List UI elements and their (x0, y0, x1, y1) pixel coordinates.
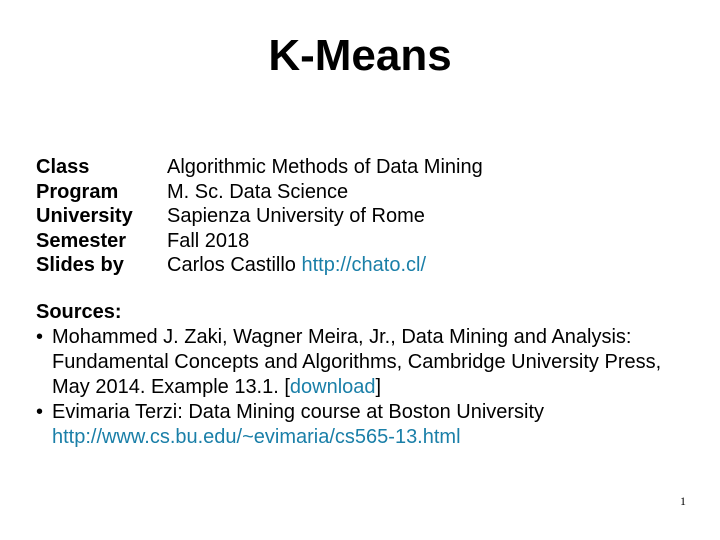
info-row-slides-by (36, 253, 483, 278)
course-info (36, 155, 483, 278)
page-number: 1 (680, 494, 686, 508)
sources-heading: Sources: (36, 301, 122, 323)
info-value: Fall 2018 (167, 229, 250, 252)
author-homepage-link[interactable]: http://chato.cl/ (301, 254, 427, 276)
info-row-semester (36, 229, 483, 254)
info-label: Semester (36, 229, 127, 252)
bullet-icon: • (36, 326, 44, 348)
info-value: Algorithmic Methods of Data Mining (167, 156, 483, 178)
source-text: Mohammed J. Zaki, Wagner Meira, Jr., Data Mining and Analysis: Fundamental Concepts and Algorithms, Cambridge University Press, May 2014. Example 13.1. [ (52, 326, 662, 398)
course-url-link[interactable]: http://www.cs.bu.edu/~evimaria/cs565-13.html (52, 426, 461, 448)
source-text: Evimaria Terzi: Data Mining course at Boston University (52, 401, 545, 423)
info-value: M. Sc. Data Science (167, 180, 349, 203)
info-label: University (36, 205, 133, 227)
author-name: Carlos Castillo (167, 254, 296, 276)
bullet-icon: • (36, 401, 44, 423)
info-row-university (36, 204, 483, 229)
info-value (167, 253, 426, 278)
info-value: Sapienza University of Rome (167, 205, 425, 227)
source-text-end: ] (375, 376, 382, 398)
list-item (36, 325, 696, 400)
info-label: Class (36, 156, 90, 178)
info-label: Program (36, 180, 119, 203)
info-row-class (36, 155, 483, 180)
info-row-program (36, 180, 483, 205)
info-label: Slides by (36, 254, 124, 276)
slide-title: K-Means (268, 31, 452, 80)
download-link[interactable]: download (289, 376, 376, 398)
list-item (36, 400, 696, 450)
sources-list (36, 325, 696, 450)
